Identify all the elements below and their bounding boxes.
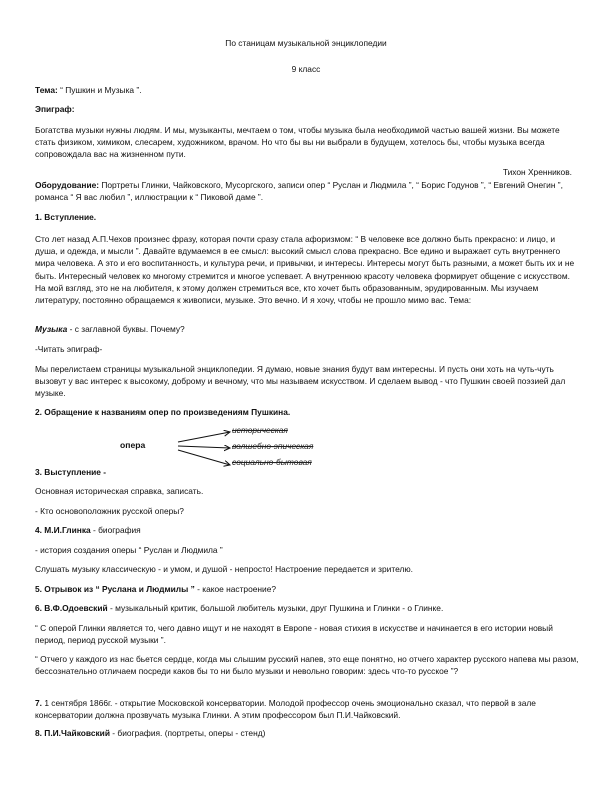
read-epigraph: -Читать эпиграф- <box>35 344 103 354</box>
diagram-source-label: опера <box>120 440 146 450</box>
section-3-line-1: Основная историческая справка, записать. <box>35 486 204 496</box>
grade-label: 9 класс <box>291 64 321 74</box>
section-4-line-1: - история создания оперы “ Руслан и Людмила ” <box>35 545 223 555</box>
section-8-heading: 8. П.И.Чайковский - биография. (портреты, оперы - стенд) <box>35 728 266 738</box>
section-2-heading: 2. Обращение к названиям опер по произведениям Пушкина. <box>35 407 291 417</box>
theme-line <box>35 84 580 96</box>
section-3-heading: 3. Выступление - <box>35 467 107 477</box>
section-5-heading: 5. Отрывок из “ Руслана и Людмилы ” - какое настроение? <box>35 584 277 594</box>
arrow-3 <box>178 450 230 465</box>
section-1-heading: 1. Вступление. <box>35 212 97 222</box>
theme-value: “ Пушкин и Музыка ”. <box>57 85 142 95</box>
section-1-paragraph: Мы перелистаем страницы музыкальной энциклопедии. Я думаю, новые знания будут вам интересны. И пусть они хоть на чуть-чуть вызовут у вас интерес к высокому, доброму и вечному, что мы называем искусством. И сделаем вывод - что Пушкин своей поэзией дал музыке. <box>35 364 566 399</box>
section-1-text: Сто лет назад А.П.Чехов произнес фразу, которая почти сразу стала афоризмом: “ В человеке все должно быть прекрасно: и лицо, и душа, и одежда, и мысли ”. Давайте вдумаемся в ее смысл: высокий смысл слова прекрасно. Все едино и выражает суть внутреннего мира человека. А это и его воспитанность, и культура речи, и привычки, и интересы. Интересы могут быть разными, а может быть их и не быть. Интересный человек ко многому стремится и многое успевает. А внутреннюю красоту человека формирует общение с искусством. На мой взгляд, это не на любителя, к этому должен стремиться все, кто хочет быть образованным, эрудированным. Мы изучаем литературу, постоянно обращаемся к живописи, музыке. Это вечно. И я хочу, чтобы не прошло мимо вас. Тема: <box>35 234 575 306</box>
equipment-line <box>35 179 580 203</box>
epigraph-heading: Эпиграф: <box>35 104 75 114</box>
equipment-label: Оборудование: <box>35 180 100 190</box>
arrow-2 <box>178 446 230 448</box>
music-word: Музыка <box>35 324 68 334</box>
epigraph-author: Тихон Хренников. <box>502 167 572 177</box>
epigraph-text: Богатства музыки нужны людям. И мы, музыканты, мечтаем о том, чтобы музыка была необходимой частью вашей жизни. Вы можете стать физиком, химиком, слесарем, художником, врачом. Но что бы вы ни выбрали в будущем, хотелось бы, чтобы музыка всегда сопровождала вас на жизненном пути. <box>35 125 560 160</box>
music-line: Музыка - с заглавной буквы. Почему? <box>35 324 185 334</box>
theme-label: Тема: <box>35 85 58 95</box>
diagram-item-social: социально-бытовая <box>232 457 312 467</box>
arrow-1 <box>178 432 230 442</box>
section-4-line-2: Слушать музыку классическую - и умом, и душой - непросто! Настроение передается и зрителю. <box>35 564 413 574</box>
diagram-item-magic-epic: волшебно-эпическая <box>232 441 314 451</box>
odoevsky-quote-2: “ Отчего у каждого из нас бьется сердце, когда мы слышим русский напев, это еще понятно, но отчего характер русского напева мы разом, бессознательно отличаем посреди каков бы то ни было музыки и невольно говорим: здесь что-то русское ”? <box>35 654 579 677</box>
equipment-text: Портреты Глинки, Чайковского, Мусоргского, записи опер “ Руслан и Людмила ”, “ Борис Годунов ”, “ Евгений Онегин ”, романса “ Я вас любил ”, иллюстрации к “ Пиковой даме ”. <box>35 180 563 203</box>
diagram-item-historical: историческая <box>232 425 288 435</box>
section-7: 7. 1 сентября 1866г. - открытие Московской консерватории. Молодой профессор очень эмоционально сказал, что первой в зале консерватории должна прозвучать музыка Глинки. А этим профессором был П.И.Чайковский. <box>35 698 536 721</box>
odoevsky-quote-1: “ С оперой Глинки является то, чего давно ищут и не находят в Европе - новая стихия в искусстве и начинается в его истории новый период, период русской музыки ”. <box>35 623 553 646</box>
document-title: По станицам музыкальной энциклопедии <box>225 38 387 48</box>
section-3-line-2: - Кто основоположник русской оперы? <box>35 506 184 516</box>
section-4-heading: 4. М.И.Глинка - биография <box>35 525 141 535</box>
section-6-heading: 6. В.Ф.Одоевский - музыкальный критик, большой любитель музыки, друг Пушкина и Глинки - о Глинке. <box>35 603 444 613</box>
